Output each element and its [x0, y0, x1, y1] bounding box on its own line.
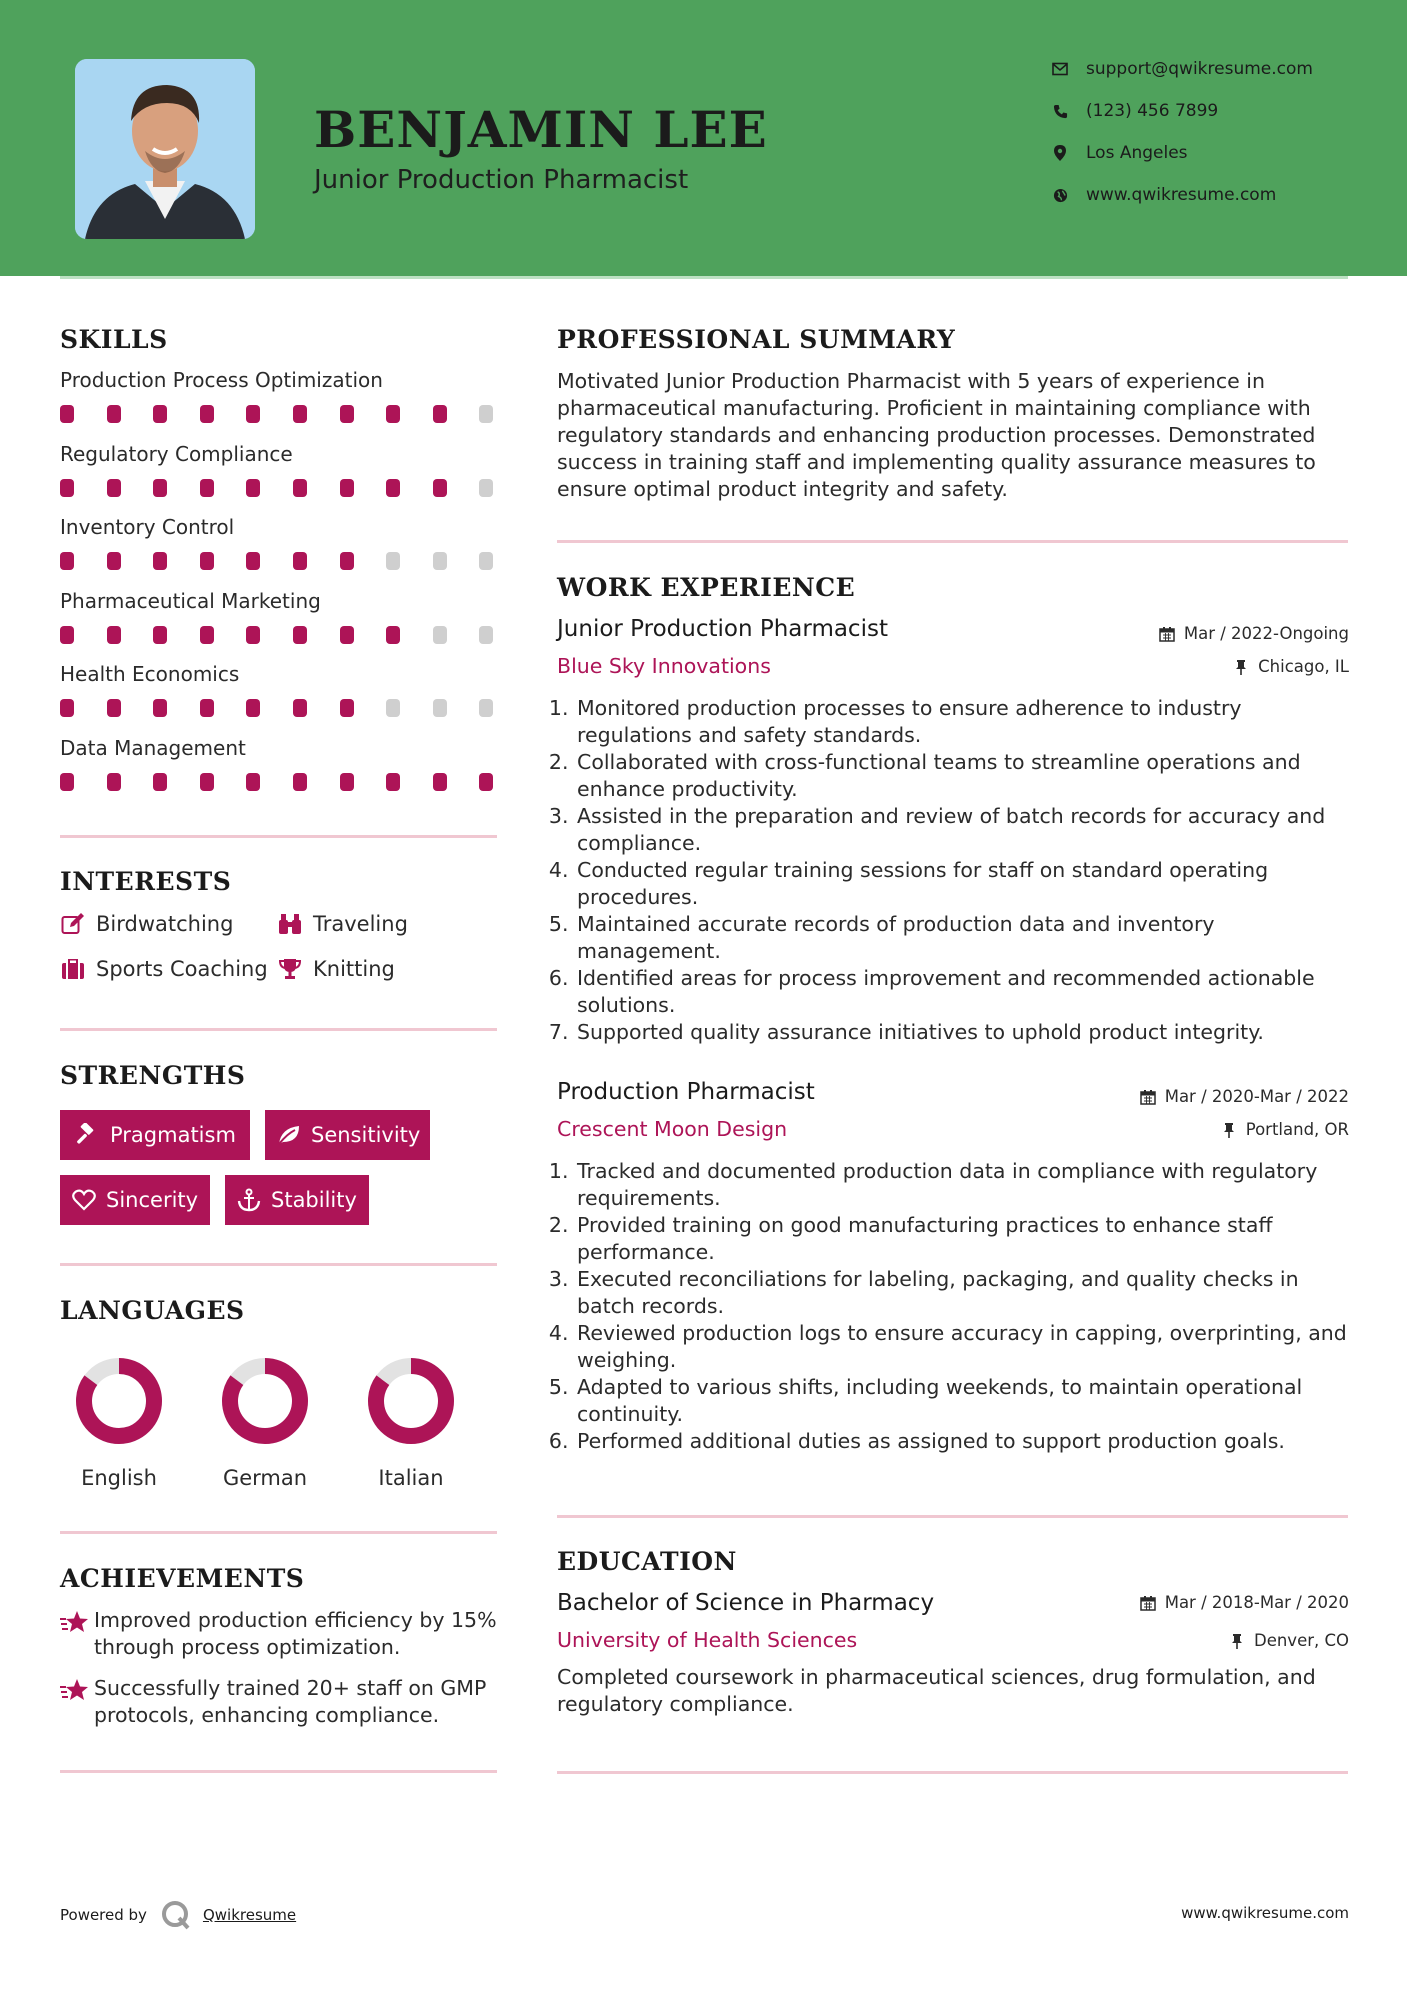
language-item: [210, 1356, 320, 1490]
globe-icon: [1050, 185, 1070, 205]
experience-heading: WORK EXPERIENCE: [557, 573, 856, 602]
person-photo-icon: [75, 59, 255, 239]
rating-dot-filled: [200, 699, 214, 717]
skill-name: Health Economics: [60, 662, 240, 686]
education-location: [1228, 1631, 1349, 1650]
rating-dot-filled: [340, 405, 354, 423]
duty-item: 3. Assisted in the preparation and review of batch records for accuracy and compliance.: [575, 803, 1347, 857]
rating-dot-filled: [293, 405, 307, 423]
achievements-divider: [60, 1770, 497, 1773]
footer-url[interactable]: www.qwikresume.com: [1181, 1904, 1349, 1922]
rating-dot-filled: [386, 773, 400, 791]
skill-rating: [60, 405, 496, 423]
rating-dot-empty: [479, 552, 493, 570]
rating-dot-empty: [386, 699, 400, 717]
job-title: Junior Production Pharmacist: [557, 616, 888, 642]
rating-dot-empty: [479, 405, 493, 423]
rating-dot-filled: [153, 405, 167, 423]
rating-dot-filled: [200, 552, 214, 570]
duty-item: 6. Identified areas for process improvement and recommended actionable solutions.: [575, 965, 1347, 1019]
contact-phone[interactable]: [1050, 99, 1218, 123]
binoculars-icon: [277, 912, 303, 936]
duty-item: 1. Monitored production processes to ensure adherence to industry regulations and safety standards.: [575, 695, 1347, 749]
duty-item: 5. Maintained accurate records of production data and inventory management.: [575, 911, 1347, 965]
language-label: English: [81, 1466, 157, 1490]
rating-dot-filled: [153, 479, 167, 497]
degree-title: Bachelor of Science in Pharmacy: [557, 1590, 935, 1616]
rating-dot-filled: [107, 626, 121, 644]
interest-item: [277, 957, 395, 981]
rating-dot-filled: [60, 552, 74, 570]
rating-dot-filled: [293, 699, 307, 717]
job-dates-text: Mar / 2020-Mar / 2022: [1164, 1087, 1349, 1106]
education-location-text: Denver, CO: [1253, 1631, 1349, 1650]
interest-label: Birdwatching: [96, 912, 234, 936]
star-icon: [60, 1678, 94, 1729]
language-item: [64, 1356, 174, 1490]
languages-divider: [60, 1531, 497, 1534]
education-dates-text: Mar / 2018-Mar / 2020: [1164, 1593, 1349, 1612]
language-level-ring: [220, 1356, 310, 1446]
strength-badge: [225, 1175, 369, 1225]
skill-rating: [60, 773, 496, 791]
rating-dot-filled: [246, 405, 260, 423]
duty-item: 5. Adapted to various shifts, including weekends, to maintain operational continuity.: [575, 1374, 1347, 1428]
skill-name: Inventory Control: [60, 515, 235, 539]
company-name: Blue Sky Innovations: [557, 654, 771, 678]
duty-item: 6. Performed additional duties as assigned to support production goals.: [575, 1428, 1347, 1455]
rating-dot-filled: [60, 626, 74, 644]
leaf-icon: [277, 1122, 301, 1148]
rating-dot-filled: [433, 479, 447, 497]
contact-email-text: support@qwikresume.com: [1086, 59, 1313, 79]
rating-dot-filled: [386, 405, 400, 423]
strength-label: Pragmatism: [110, 1123, 236, 1147]
job-duties-list: [557, 1158, 1347, 1455]
summary-text: Motivated Junior Production Pharmacist with 5 years of experience in pharmaceutical manufacturing. Proficient in maintaining compliance with regulatory standards and enhancing production processes. Demonstrated success in training staff and implementing quality assurance measures to ensure optimal product integrity and safety.: [557, 369, 1316, 501]
rating-dot-filled: [200, 773, 214, 791]
school-name: University of Health Sciences: [557, 1628, 858, 1652]
language-item: [356, 1356, 466, 1490]
duty-item: 7. Supported quality assurance initiatives to uphold product integrity.: [575, 1019, 1347, 1046]
rating-dot-empty: [433, 626, 447, 644]
skill-name: Pharmaceutical Marketing: [60, 588, 321, 613]
pushpin-icon: [1220, 1121, 1238, 1139]
phone-icon: [1050, 101, 1070, 121]
rating-dot-filled: [200, 405, 214, 423]
language-label: German: [222, 1466, 308, 1490]
job-dates-text: Mar / 2022-Ongoing: [1183, 624, 1349, 643]
skill-rating: [60, 552, 496, 570]
rating-dot-filled: [107, 699, 121, 717]
rating-dot-filled: [340, 626, 354, 644]
pushpin-icon: [1228, 1632, 1246, 1650]
interests-heading: INTERESTS: [60, 867, 232, 896]
education-heading: EDUCATION: [557, 1547, 737, 1576]
rating-dot-filled: [246, 773, 260, 791]
contact-phone-text: (123) 456 7899: [1086, 101, 1219, 121]
education-dates: [1139, 1593, 1349, 1612]
language-level-ring: [74, 1356, 164, 1446]
language-level-ring: [366, 1356, 456, 1446]
powered-by: [60, 1900, 296, 1930]
summary-divider: [557, 540, 1348, 543]
skill-rating: [60, 479, 496, 497]
job-location-text: Portland, OR: [1245, 1120, 1349, 1139]
contact-location-text: Los Angeles: [1086, 143, 1188, 163]
language-label: Italian: [378, 1466, 444, 1490]
rating-dot-filled: [200, 626, 214, 644]
trophy-icon: [277, 957, 303, 981]
interest-item: [277, 912, 408, 936]
job-location-text: Chicago, IL: [1258, 657, 1349, 676]
interest-item: [60, 957, 268, 981]
interest-label: Knitting: [313, 957, 395, 981]
calendar-icon: [1158, 625, 1176, 643]
rating-dot-filled: [107, 479, 121, 497]
job-title: Production Pharmacist: [557, 1079, 815, 1105]
achievement-item: [60, 1607, 500, 1661]
rating-dot-filled: [60, 699, 74, 717]
rating-dot-filled: [246, 479, 260, 497]
qwikresume-link[interactable]: Qwikresume: [202, 1906, 297, 1924]
skill-rating: [60, 699, 496, 717]
summary-heading: PROFESSIONAL SUMMARY: [557, 325, 956, 354]
rating-dot-filled: [200, 479, 214, 497]
skill-name: Data Management: [60, 735, 246, 760]
job-dates: [1139, 1087, 1349, 1106]
rating-dot-filled: [246, 626, 260, 644]
interest-label: Traveling: [313, 912, 408, 936]
job-location: [1220, 1120, 1349, 1139]
rating-dot-filled: [107, 773, 121, 791]
rating-dot-filled: [153, 552, 167, 570]
rating-dot-empty: [433, 552, 447, 570]
candidate-role: Junior Production Pharmacist: [314, 165, 689, 195]
rating-dot-filled: [60, 479, 74, 497]
company-name: Crescent Moon Design: [557, 1117, 788, 1141]
job-location: [1232, 657, 1349, 676]
edit-icon: [60, 912, 86, 936]
strength-badge: [60, 1110, 250, 1160]
map-pin-icon: [1050, 143, 1070, 163]
duty-item: 4. Conducted regular training sessions for staff on standard operating procedures.: [575, 857, 1347, 911]
duty-item: 4. Reviewed production logs to ensure accuracy in capping, overprinting, and weighing.: [575, 1320, 1347, 1374]
strength-label: Sensitivity: [311, 1123, 421, 1147]
duty-item: 1. Tracked and documented production data in compliance with regulatory requirements.: [575, 1158, 1347, 1212]
interests-divider: [60, 1028, 497, 1031]
duty-item: 3. Executed reconciliations for labeling, packaging, and quality checks in batch records.: [575, 1266, 1347, 1320]
rating-dot-empty: [479, 479, 493, 497]
powered-by-label: Powered by: [60, 1906, 147, 1924]
strengths-divider: [60, 1263, 497, 1266]
calendar-icon: [1139, 1088, 1157, 1106]
duty-item: 2. Collaborated with cross-functional teams to streamline operations and enhance productivity.: [575, 749, 1347, 803]
achievement-text: Successfully trained 20+ staff on GMP protocols, enhancing compliance.: [94, 1676, 487, 1727]
education-description: Completed coursework in pharmaceutical sciences, drug formulation, and regulatory compliance.: [557, 1665, 1316, 1716]
briefcase-icon: [60, 957, 86, 981]
header-divider: [60, 276, 1348, 279]
rating-dot-filled: [340, 552, 354, 570]
rating-dot-filled: [153, 773, 167, 791]
contact-website-text: www.qwikresume.com: [1086, 185, 1277, 205]
rating-dot-filled: [386, 479, 400, 497]
skill-name: Regulatory Compliance: [60, 441, 293, 466]
strength-badge: [265, 1110, 430, 1160]
rating-dot-filled: [340, 479, 354, 497]
heart-icon: [72, 1187, 96, 1213]
achievements-heading: ACHIEVEMENTS: [60, 1564, 305, 1593]
rating-dot-filled: [246, 699, 260, 717]
star-icon: [60, 1610, 94, 1661]
strength-label: Stability: [271, 1188, 357, 1212]
calendar-icon: [1139, 1594, 1157, 1612]
rating-dot-empty: [479, 699, 493, 717]
rating-dot-filled: [293, 626, 307, 644]
skill-rating: [60, 626, 496, 644]
envelope-icon: [1050, 59, 1070, 79]
rating-dot-filled: [293, 479, 307, 497]
rating-dot-filled: [107, 405, 121, 423]
rating-dot-filled: [153, 626, 167, 644]
strengths-heading: STRENGTHS: [60, 1061, 246, 1090]
profile-photo: [75, 59, 255, 239]
languages-heading: LANGUAGES: [60, 1296, 245, 1325]
rating-dot-filled: [340, 773, 354, 791]
achievement-item: [60, 1675, 500, 1729]
job-duties-list: [557, 695, 1347, 1046]
gavel-icon: [72, 1122, 100, 1148]
contact-email[interactable]: [1050, 57, 1313, 81]
strength-label: Sincerity: [106, 1188, 199, 1212]
education-divider: [557, 1771, 1348, 1774]
experience-divider: [557, 1515, 1348, 1518]
candidate-name: BENJAMIN LEE: [314, 100, 768, 159]
duty-item: 2. Provided training on good manufacturing practices to enhance staff performance.: [575, 1212, 1347, 1266]
contact-website[interactable]: [1050, 183, 1276, 207]
anchor-icon: [237, 1187, 261, 1213]
rating-dot-filled: [153, 699, 167, 717]
interest-item: [60, 912, 233, 936]
pushpin-icon: [1232, 658, 1250, 676]
rating-dot-filled: [340, 699, 354, 717]
rating-dot-filled: [60, 773, 74, 791]
skills-heading: SKILLS: [60, 325, 168, 354]
rating-dot-filled: [479, 773, 493, 791]
interest-label: Sports Coaching: [96, 957, 268, 981]
rating-dot-empty: [479, 626, 493, 644]
rating-dot-filled: [107, 552, 121, 570]
rating-dot-filled: [433, 773, 447, 791]
rating-dot-filled: [386, 626, 400, 644]
skill-name: Production Process Optimization: [60, 368, 383, 392]
rating-dot-filled: [293, 552, 307, 570]
rating-dot-filled: [433, 405, 447, 423]
skills-divider: [60, 835, 497, 838]
rating-dot-empty: [433, 699, 447, 717]
rating-dot-filled: [60, 405, 74, 423]
rating-dot-filled: [246, 552, 260, 570]
rating-dot-empty: [386, 552, 400, 570]
strength-badge: [60, 1175, 210, 1225]
job-dates: [1158, 624, 1349, 643]
resume-header: [0, 0, 1407, 276]
rating-dot-filled: [293, 773, 307, 791]
qwikresume-logo-icon: [161, 1900, 191, 1930]
achievement-text: Improved production efficiency by 15% through process optimization.: [94, 1608, 497, 1659]
contact-location: [1050, 141, 1188, 165]
